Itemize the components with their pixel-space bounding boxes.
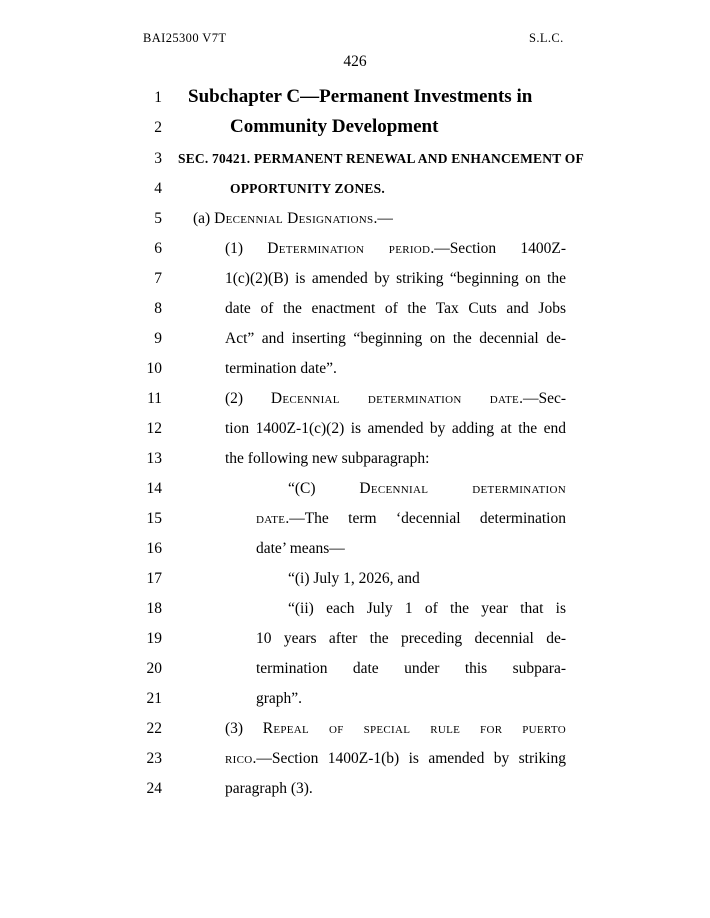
body-text: date of the enactment of the Tax Cuts and Jobs [225, 300, 566, 317]
line-number: 21 [146, 690, 162, 707]
line-number: 4 [154, 180, 162, 197]
text-line [0, 118, 710, 148]
text-line [0, 689, 710, 719]
paragraph-text: .—Sec- [519, 390, 566, 407]
body-text: .—Section 1400Z-1(b) is amended by striking [252, 750, 566, 767]
line-number: 2 [154, 119, 162, 136]
subchapter-title-line1: Subchapter C—Permanent Investments in [188, 86, 533, 107]
clause-ii-text: “(ii) each July 1 of the year that is [288, 600, 566, 617]
paragraph-caption: Decennial determination date [270, 390, 520, 407]
text-line [0, 329, 710, 359]
body-text: 10 years after the preceding decennial de- [256, 630, 566, 647]
line-number: 17 [146, 570, 162, 587]
paragraph-marker: (1) [225, 240, 268, 257]
line-number: 22 [146, 720, 162, 737]
text-line [0, 359, 710, 389]
line-number: 15 [146, 510, 162, 527]
document-id-header: BAI25300 V7T [143, 31, 227, 45]
body-text: graph”. [256, 690, 303, 707]
text-line [0, 599, 710, 629]
text-line [0, 149, 710, 179]
body-text: date’ means— [256, 540, 345, 557]
line-number: 11 [147, 390, 162, 407]
text-line [0, 239, 710, 269]
page-number: 426 [343, 53, 367, 70]
subparagraph-c-heading [288, 479, 566, 499]
subparagraph-marker: “(C) [288, 480, 360, 497]
text-line [0, 269, 710, 299]
body-text: .—The term ‘decennial determination [285, 510, 566, 527]
subparagraph-c-text [256, 509, 566, 529]
text-line [0, 719, 710, 749]
paragraph-caption: Repeal of special rule for puerto [262, 720, 566, 737]
subsection-a-heading [193, 209, 393, 229]
section-heading-line1: SEC. 70421. PERMANENT RENEWAL AND ENHANCEMENT OF [178, 151, 584, 166]
text-line [0, 299, 710, 329]
body-text: the following new subparagraph: [225, 450, 430, 467]
paragraph-3-heading [225, 719, 566, 739]
line-number: 13 [146, 450, 162, 467]
line-number: 5 [154, 210, 162, 227]
line-number: 6 [154, 240, 162, 257]
text-line [0, 88, 710, 118]
line-number: 23 [146, 750, 162, 767]
line-number: 10 [146, 360, 162, 377]
line-number: 7 [154, 270, 162, 287]
text-line [0, 749, 710, 779]
text-line [0, 569, 710, 599]
line-number: 24 [146, 780, 162, 797]
section-heading-line2: OPPORTUNITY ZONES. [230, 181, 385, 196]
text-line [0, 539, 710, 569]
paragraph-caption: Determination period [267, 240, 431, 257]
body-text: termination date”. [225, 360, 337, 377]
line-number: 19 [146, 630, 162, 647]
subchapter-title-line2: Community Development [230, 116, 439, 137]
clause-i-text: “(i) July 1, 2026, and [288, 570, 420, 587]
line-number: 18 [146, 600, 162, 617]
body-text: tion 1400Z-1(c)(2) is amended by adding at the end [225, 420, 566, 437]
text-line [0, 479, 710, 509]
line-number: 14 [146, 480, 162, 497]
text-line [0, 389, 710, 419]
paragraph-text: .—Section 1400Z- [430, 240, 567, 257]
subsection-caption: Decennial Designations [214, 210, 374, 227]
subparagraph-caption-cont: date [256, 510, 286, 527]
subparagraph-caption: Decennial determination [359, 480, 567, 497]
text-line [0, 179, 710, 209]
body-text: Act” and inserting “beginning on the decennial de- [225, 330, 566, 347]
text-line [0, 509, 710, 539]
text-line [0, 779, 710, 809]
body-text: paragraph (3). [225, 780, 313, 797]
text-line [0, 659, 710, 689]
body-text: 1(c)(2)(B) is amended by striking “beginning on the [225, 270, 566, 287]
paragraph-1-heading [225, 239, 566, 259]
text-line [0, 449, 710, 479]
body-text: termination date under this subpara- [256, 660, 566, 677]
dash-separator: .— [373, 210, 393, 227]
text-line [0, 629, 710, 659]
text-line [0, 209, 710, 239]
line-number: 1 [154, 89, 162, 106]
paragraph-marker: (3) [225, 720, 263, 737]
line-number: 20 [146, 660, 162, 677]
subsection-marker: (a) [193, 210, 215, 227]
line-number: 16 [146, 540, 162, 557]
line-number: 3 [154, 150, 162, 167]
text-line [0, 419, 710, 449]
line-number: 8 [154, 300, 162, 317]
paragraph-marker: (2) [225, 390, 271, 407]
paragraph-caption-cont: rico [225, 750, 253, 767]
line-number: 9 [154, 330, 162, 347]
line-number: 12 [146, 420, 162, 437]
paragraph-3-text [225, 749, 566, 769]
slc-stamp: S.L.C. [529, 31, 564, 45]
paragraph-2-heading [225, 389, 566, 409]
